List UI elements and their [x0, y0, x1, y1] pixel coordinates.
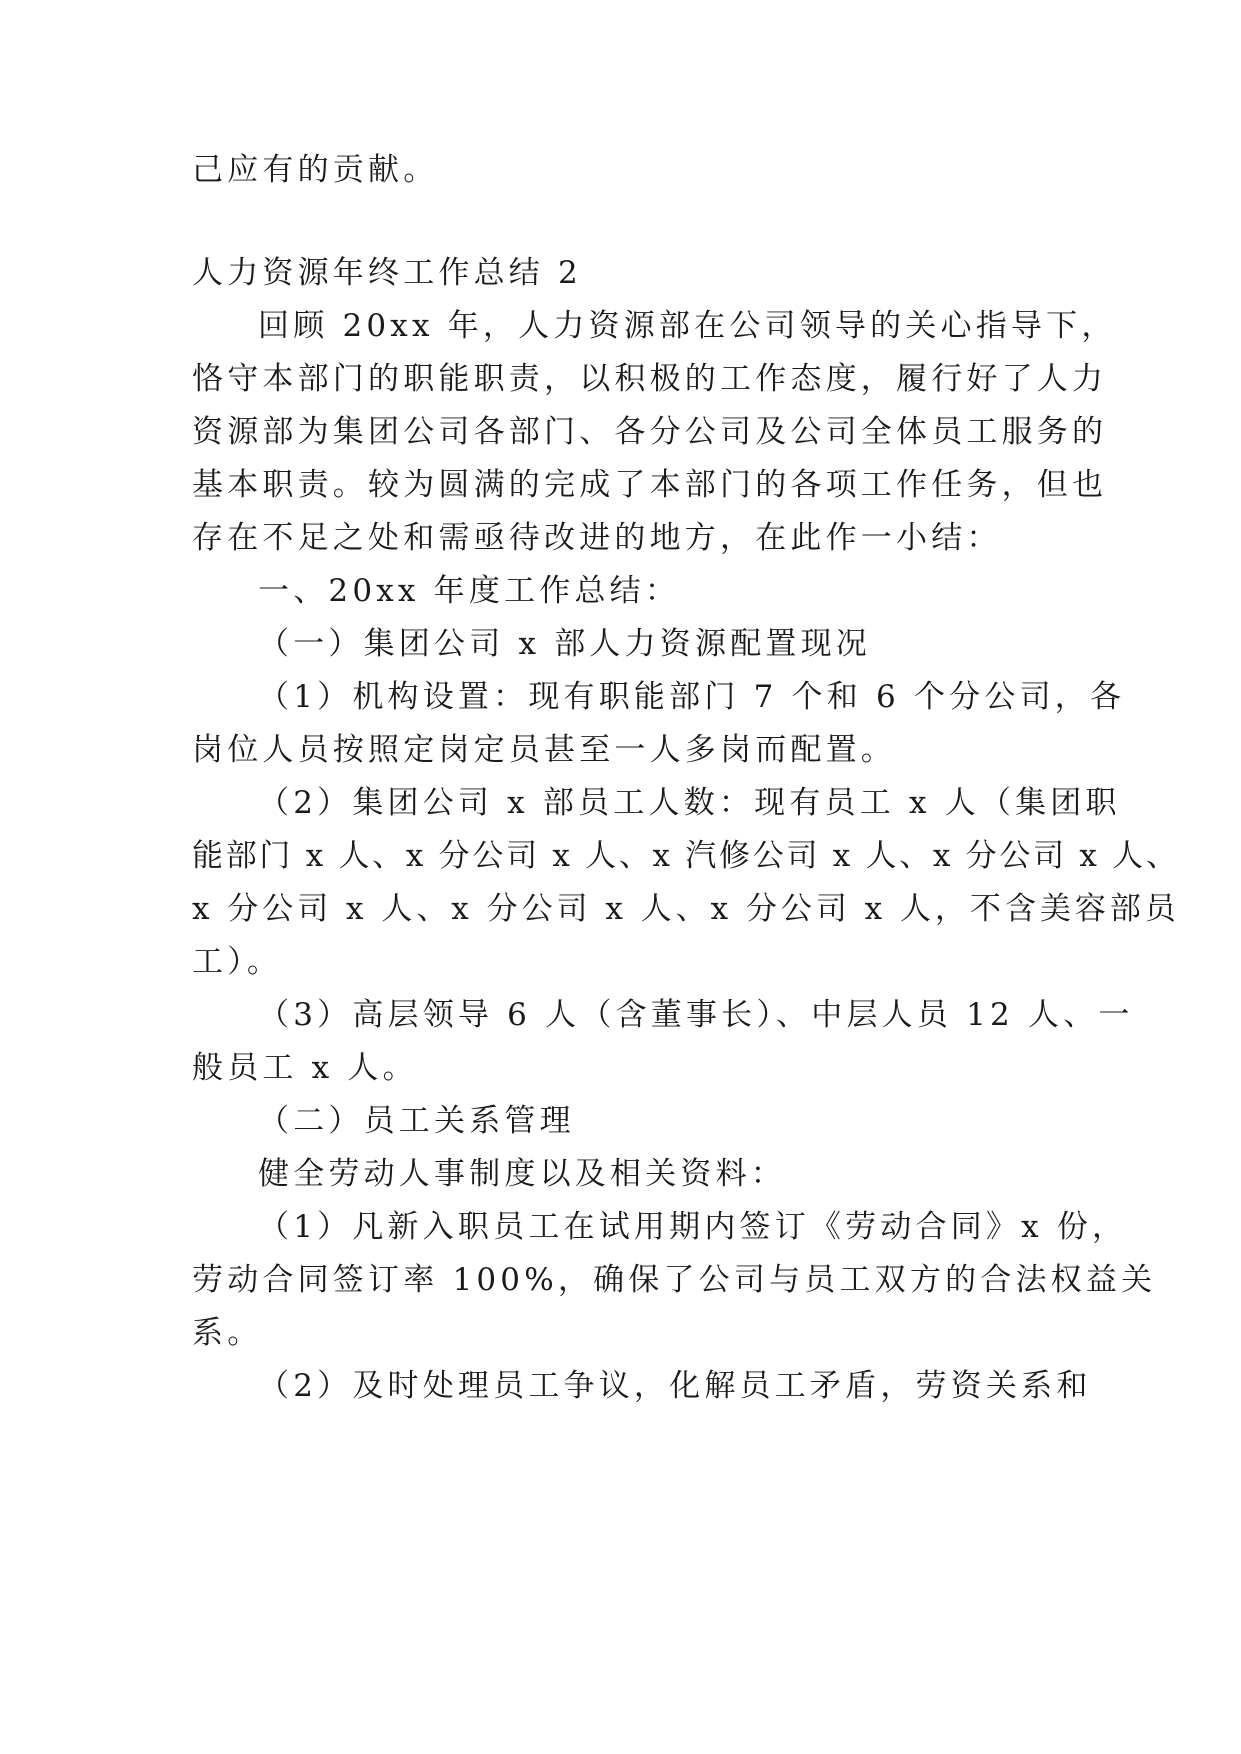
paragraph-line: （一）集团公司 x 部人力资源配置现况 — [258, 626, 871, 662]
paragraph-line: 般员工 x 人。 — [192, 1050, 418, 1086]
paragraph-line: 基本职责。较为圆满的完成了本部门的各项工作任务，但也 — [192, 467, 1108, 503]
paragraph-line: （2）集团公司 x 部员工人数：现有员工 x 人（集团职 — [258, 785, 1121, 821]
section-heading: 人力资源年终工作总结 2 — [192, 255, 582, 291]
paragraph-line: 系。 — [192, 1315, 263, 1351]
paragraph-line: 一、20xx 年度工作总结： — [258, 573, 681, 609]
paragraph-line: 存在不足之处和需亟待改进的地方，在此作一小结： — [192, 520, 1002, 556]
paragraph-line: x 分公司 x 人、x 分公司 x 人、x 分公司 x 人，不含美容部员 — [192, 891, 1180, 927]
paragraph-line: （1）凡新入职员工在试用期内签订《劳动合同》x 份， — [258, 1209, 1128, 1245]
paragraph-line: （3）高层领导 6 人（含董事长）、中层人员 12 人、一 — [258, 997, 1134, 1033]
paragraph-line: 恪守本部门的职能职责，以积极的工作态度，履行好了人力 — [192, 361, 1108, 397]
paragraph-line: 健全劳动人事制度以及相关资料： — [258, 1156, 786, 1192]
paragraph-line: 岗位人员按照定岗定员甚至一人多岗而配置。 — [192, 732, 896, 768]
paragraph-line: 己应有的贡献。 — [192, 152, 439, 188]
paragraph-line: 资源部为集团公司各部门、各分公司及公司全体员工服务的 — [192, 414, 1108, 450]
paragraph-line: 劳动合同签订率 100%，确保了公司与员工双方的合法权益关 — [192, 1262, 1157, 1298]
paragraph-line: 能部门 x 人、x 分公司 x 人、x 汽修公司 x 人、x 分公司 x 人、 — [192, 838, 1180, 874]
paragraph-line: （1）机构设置：现有职能部门 7 个和 6 个分公司，各 — [258, 679, 1126, 715]
paragraph-line: （二）员工关系管理 — [258, 1103, 575, 1139]
paragraph-line: 工）。 — [192, 944, 283, 980]
paragraph-line: （2）及时处理员工争议，化解员工矛盾，劳资关系和 — [258, 1368, 1092, 1404]
paragraph-line: 回顾 20xx 年，人力资源部在公司领导的关心指导下， — [258, 308, 1117, 344]
